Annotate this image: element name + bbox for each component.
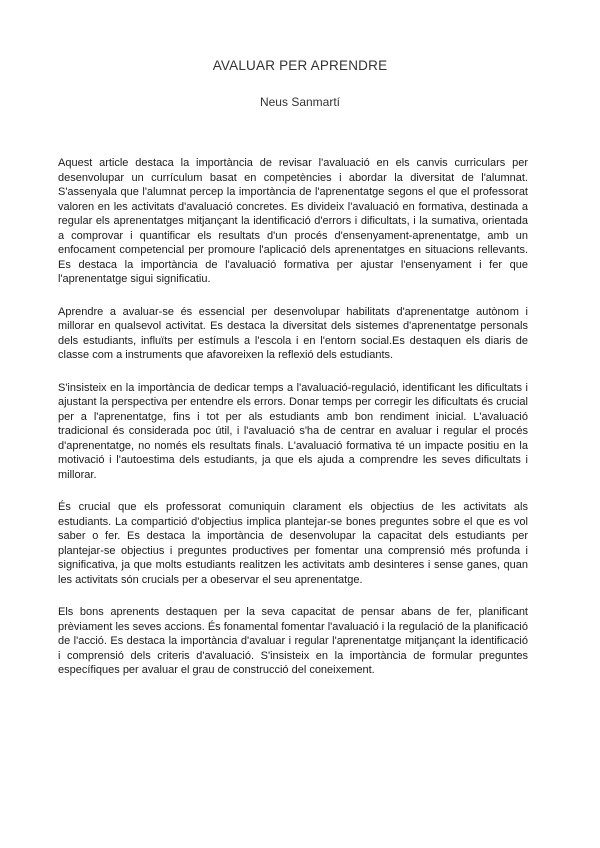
document-title: AVALUAR PER APRENDRE bbox=[212, 58, 388, 73]
paragraph-2: Aprendre a avaluar-se és essencial per desenvolupar habilitats d'aprenentatge autònom i millorar en qualsevol activitat. Es destaca la diversitat dels sistemes d'aprenentatge personals dels estudiants, influïts per estímuls a l'escola i en l'entorn social.Es destaquen els diaris de classe com a instruments que afavoreixen la reflexió dels estudiants. bbox=[58, 305, 528, 361]
paragraph-4: És crucial que els professorat comuniquin clarament els objectius de les activitats als estudiants. La compartició d'objectius implica plantejar-se bones preguntes sobre el que es vol saber o fer. Es destaca la importància de desenvolupar la capacitat dels estudiants per plantejar-se objectius i preguntes productives per fomentar una comprensió més profunda i significativa, ja que molts estudiants realitzen les activitats amb desinteres i sense ganes, quan les activitats són crucials per a obeservar el seu aprenentatge. bbox=[58, 501, 528, 586]
paragraph-3: S'insisteix en la importància de dedicar temps a l'avaluació-regulació, identificant les dificultats i ajustant la perspectiva per entendre els errors. Donar temps per corregir les dificultats és crucial per a l'aprenentatge, fins i tot per als estudiants amb bon rendiment inicial. L'avaluació tradicional és considerada poc útil, i l'avaluació s'ha de centrar en avaluar i regular el procés d'aprenentatge, no només els resultats finals. L'avaluació formativa té un impacte positiu en la motivació i l'autoestima dels estudiants, ja que els ajuda a comprendre les seves dificultats i millorar. bbox=[58, 381, 528, 481]
paragraph-1: Aquest article destaca la importància de revisar l'avaluació en els canvis curriculars per desenvolupar un currículum basat en competències i abordar la diversitat de l'alumnat. S'assenyala que l'alumnat percep la importància de l'aprenentatge segons el que el professorat valoren en les activitats d'avaluació concretes. Es divideix l'avaluació en formativa, destinada a regular els aprenentatges mitjançant la identificació d'errors i dificultats, i la sumativa, orientada a comprovar i quantificar els resultats d'un procés d'ensenyament-aprenentatge, amb un enfocament competencial per promoure l'aplicació dels aprenentatges en situacions rellevants. Es destaca la importància de l'avaluació formativa per ajustar l'ensenyament i fer que l'aprenentatge sigui significatiu. bbox=[58, 157, 528, 285]
document-author: Neus Sanmartí bbox=[259, 95, 341, 109]
document-body bbox=[58, 156, 528, 696]
paragraph-5: Els bons aprenents destaquen per la seva capacitat de pensar abans de fer, planificant prèviament les seves accions. És fonamental fomentar l'avaluació i la regulació de la planificació de l'acció. Es destaca la importància d'avaluar i regular l'aprenentatge mitjançant la identificació i comprensió dels criteris d'avaluació. S'insisteix en la importància de formular preguntes específiques per avaluar el grau de construcció del coneixement. bbox=[58, 606, 528, 676]
